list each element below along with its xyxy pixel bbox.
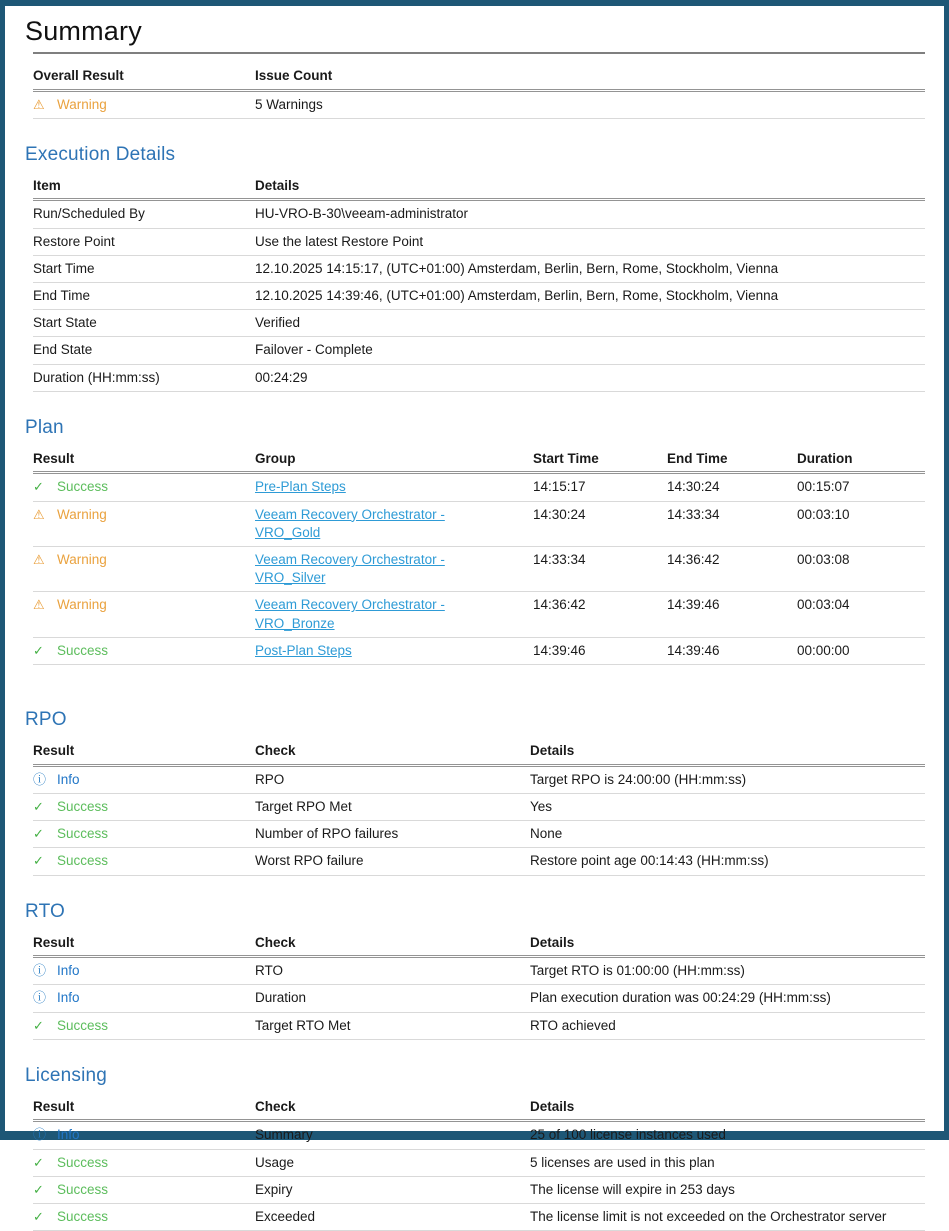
info-icon: ⓘ bbox=[33, 1127, 47, 1143]
check-cell: RTO bbox=[255, 957, 530, 985]
check-cell: Expiry bbox=[255, 1176, 530, 1203]
summary-table bbox=[33, 63, 925, 119]
col-header-details: Details bbox=[530, 738, 925, 765]
execution-details-table bbox=[33, 173, 925, 392]
result-label: Info bbox=[57, 1127, 80, 1143]
details-cell: The license limit is not exceeded on the Orchestrator server bbox=[530, 1203, 925, 1230]
status-badge bbox=[33, 597, 107, 612]
table-row bbox=[33, 637, 925, 664]
check-cell: Duration bbox=[255, 985, 530, 1012]
check-cell: Usage bbox=[255, 1149, 530, 1176]
start-time-cell: 14:30:24 bbox=[533, 501, 667, 546]
col-header-duration: Duration bbox=[797, 446, 925, 473]
table-row bbox=[33, 957, 925, 985]
result-label: Info bbox=[57, 990, 80, 1006]
result-label: Warning bbox=[57, 597, 107, 613]
status-badge bbox=[33, 990, 80, 1005]
plan-group-link[interactable]: Pre-Plan Steps bbox=[255, 479, 346, 495]
result-label: Warning bbox=[57, 552, 107, 568]
status-badge bbox=[33, 1182, 108, 1197]
status-badge bbox=[33, 97, 107, 112]
status-badge bbox=[33, 552, 107, 567]
duration-cell: 00:03:10 bbox=[797, 501, 925, 546]
success-icon: ✓ bbox=[33, 642, 44, 658]
result-label: Warning bbox=[57, 506, 107, 522]
rto-table bbox=[33, 930, 925, 1040]
rpo-header-row bbox=[33, 738, 925, 765]
end-time-cell: 14:30:24 bbox=[667, 473, 797, 501]
col-header-result: Result bbox=[33, 446, 255, 473]
info-icon: ⓘ bbox=[33, 990, 47, 1006]
table-row bbox=[33, 310, 925, 337]
status-badge bbox=[33, 963, 80, 978]
table-row bbox=[33, 282, 925, 309]
col-header-check: Check bbox=[255, 738, 530, 765]
rpo-table bbox=[33, 738, 925, 875]
table-row bbox=[33, 1121, 925, 1149]
table-row bbox=[33, 848, 925, 875]
col-header-result: Result bbox=[33, 738, 255, 765]
check-cell: Target RTO Met bbox=[255, 1012, 530, 1039]
success-icon: ✓ bbox=[33, 1208, 44, 1224]
col-header-details: Details bbox=[255, 173, 925, 200]
col-header-end-time: End Time bbox=[667, 446, 797, 473]
plan-table bbox=[33, 446, 925, 665]
details-cell: HU-VRO-B-30\veeam-administrator bbox=[255, 200, 925, 228]
section-heading-rto: RTO bbox=[25, 900, 66, 922]
status-badge bbox=[33, 1127, 80, 1142]
section-heading-plan: Plan bbox=[25, 416, 64, 438]
info-icon: ⓘ bbox=[33, 771, 47, 787]
item-cell: End Time bbox=[33, 282, 255, 309]
status-badge bbox=[33, 1209, 108, 1224]
table-row bbox=[33, 547, 925, 592]
item-cell: End State bbox=[33, 337, 255, 364]
result-label: Info bbox=[57, 771, 80, 787]
plan-group-link[interactable]: Veeam Recovery Orchestrator - VRO_Gold bbox=[255, 506, 445, 540]
details-cell: Yes bbox=[530, 793, 925, 820]
execution-details-header-row bbox=[33, 173, 925, 200]
duration-cell: 00:03:04 bbox=[797, 592, 925, 637]
end-time-cell: 14:33:34 bbox=[667, 501, 797, 546]
table-row bbox=[33, 1149, 925, 1176]
result-label: Info bbox=[57, 963, 80, 979]
check-cell: Target RPO Met bbox=[255, 793, 530, 820]
check-cell: Exceeded bbox=[255, 1203, 530, 1230]
summary-header-row bbox=[33, 63, 925, 90]
title-divider bbox=[33, 52, 925, 54]
details-cell: 25 of 100 license instances used bbox=[530, 1121, 925, 1149]
report-page bbox=[5, 6, 944, 1231]
duration-cell: 00:15:07 bbox=[797, 473, 925, 501]
table-row bbox=[33, 592, 925, 637]
col-header-details: Details bbox=[530, 930, 925, 957]
col-header-start-time: Start Time bbox=[533, 446, 667, 473]
status-badge bbox=[33, 643, 108, 658]
warning-icon: ⚠ bbox=[33, 552, 45, 568]
warning-icon: ⚠ bbox=[33, 96, 45, 112]
details-cell: 12.10.2025 14:15:17, (UTC+01:00) Amsterdam, Berlin, Bern, Rome, Stockholm, Vienna bbox=[255, 255, 925, 282]
table-row bbox=[33, 337, 925, 364]
result-label: Success bbox=[57, 798, 109, 814]
success-icon: ✓ bbox=[33, 1154, 44, 1170]
success-icon: ✓ bbox=[33, 853, 44, 869]
table-row bbox=[33, 821, 925, 848]
licensing-header-row bbox=[33, 1094, 925, 1121]
table-row bbox=[33, 985, 925, 1012]
item-cell: Restore Point bbox=[33, 228, 255, 255]
table-row bbox=[33, 90, 925, 118]
status-badge bbox=[33, 1155, 108, 1170]
success-icon: ✓ bbox=[33, 1017, 44, 1033]
plan-group-link[interactable]: Veeam Recovery Orchestrator - VRO_Bronze bbox=[255, 597, 445, 631]
check-cell: RPO bbox=[255, 765, 530, 793]
item-cell: Start State bbox=[33, 310, 255, 337]
issue-count-value: 5 Warnings bbox=[255, 90, 925, 118]
page-title: Summary bbox=[25, 16, 142, 46]
details-cell: RTO achieved bbox=[530, 1012, 925, 1039]
result-label: Success bbox=[57, 826, 109, 842]
success-icon: ✓ bbox=[33, 479, 44, 495]
result-label: Success bbox=[57, 479, 109, 495]
item-cell: Start Time bbox=[33, 255, 255, 282]
details-cell: 12.10.2025 14:39:46, (UTC+01:00) Amsterdam, Berlin, Bern, Rome, Stockholm, Vienna bbox=[255, 282, 925, 309]
col-header-check: Check bbox=[255, 930, 530, 957]
end-time-cell: 14:36:42 bbox=[667, 547, 797, 592]
table-row bbox=[33, 473, 925, 501]
section-heading-licensing: Licensing bbox=[25, 1064, 108, 1086]
plan-group-link[interactable]: Veeam Recovery Orchestrator - VRO_Silver bbox=[255, 552, 445, 586]
col-header-details: Details bbox=[530, 1094, 925, 1121]
check-cell: Worst RPO failure bbox=[255, 848, 530, 875]
licensing-table bbox=[33, 1094, 925, 1231]
item-cell: Run/Scheduled By bbox=[33, 200, 255, 228]
plan-header-row bbox=[33, 446, 925, 473]
status-badge bbox=[33, 507, 107, 522]
info-icon: ⓘ bbox=[33, 963, 47, 979]
col-header-result: Result bbox=[33, 930, 255, 957]
col-header-group: Group bbox=[255, 446, 533, 473]
table-row bbox=[33, 793, 925, 820]
col-header-check: Check bbox=[255, 1094, 530, 1121]
duration-cell: 00:03:08 bbox=[797, 547, 925, 592]
check-cell: Summary bbox=[255, 1121, 530, 1149]
start-time-cell: 14:39:46 bbox=[533, 637, 667, 664]
col-header-item: Item bbox=[33, 173, 255, 200]
result-label: Success bbox=[57, 1017, 109, 1033]
status-badge bbox=[33, 1018, 108, 1033]
start-time-cell: 14:15:17 bbox=[533, 473, 667, 501]
table-row bbox=[33, 1012, 925, 1039]
section-heading-execution-details: Execution Details bbox=[25, 143, 176, 165]
check-cell: Number of RPO failures bbox=[255, 821, 530, 848]
details-cell: Plan execution duration was 00:24:29 (HH:mm:ss) bbox=[530, 985, 925, 1012]
section-heading-rpo: RPO bbox=[25, 709, 67, 731]
result-label: Success bbox=[57, 1154, 109, 1170]
details-cell: 00:24:29 bbox=[255, 364, 925, 391]
duration-cell: 00:00:00 bbox=[797, 637, 925, 664]
end-time-cell: 14:39:46 bbox=[667, 592, 797, 637]
result-label: Success bbox=[57, 642, 109, 658]
details-cell: The license will expire in 253 days bbox=[530, 1176, 925, 1203]
result-label: Success bbox=[57, 1208, 109, 1224]
end-time-cell: 14:39:46 bbox=[667, 637, 797, 664]
success-icon: ✓ bbox=[33, 826, 44, 842]
plan-group-link[interactable]: Post-Plan Steps bbox=[255, 642, 352, 658]
table-row bbox=[33, 1176, 925, 1203]
col-header-result: Result bbox=[33, 1094, 255, 1121]
table-row bbox=[33, 1203, 925, 1230]
table-row bbox=[33, 501, 925, 546]
details-cell: 5 licenses are used in this plan bbox=[530, 1149, 925, 1176]
details-cell: Target RPO is 24:00:00 (HH:mm:ss) bbox=[530, 765, 925, 793]
details-cell: Verified bbox=[255, 310, 925, 337]
warning-icon: ⚠ bbox=[33, 506, 45, 522]
table-row bbox=[33, 765, 925, 793]
table-row bbox=[33, 364, 925, 391]
details-cell: Use the latest Restore Point bbox=[255, 228, 925, 255]
col-header-overall-result: Overall Result bbox=[33, 63, 255, 90]
success-icon: ✓ bbox=[33, 798, 44, 814]
status-badge bbox=[33, 826, 108, 841]
result-label: Success bbox=[57, 853, 109, 869]
status-badge bbox=[33, 772, 80, 787]
result-label: Warning bbox=[57, 96, 107, 112]
rto-header-row bbox=[33, 930, 925, 957]
result-label: Success bbox=[57, 1181, 109, 1197]
status-badge bbox=[33, 853, 108, 868]
status-badge bbox=[33, 799, 108, 814]
details-cell: Target RTO is 01:00:00 (HH:mm:ss) bbox=[530, 957, 925, 985]
status-badge bbox=[33, 479, 108, 494]
table-row bbox=[33, 200, 925, 228]
table-row bbox=[33, 228, 925, 255]
warning-icon: ⚠ bbox=[33, 597, 45, 613]
start-time-cell: 14:36:42 bbox=[533, 592, 667, 637]
table-row bbox=[33, 255, 925, 282]
details-cell: Failover - Complete bbox=[255, 337, 925, 364]
details-cell: None bbox=[530, 821, 925, 848]
start-time-cell: 14:33:34 bbox=[533, 547, 667, 592]
col-header-issue-count: Issue Count bbox=[255, 63, 925, 90]
details-cell: Restore point age 00:14:43 (HH:mm:ss) bbox=[530, 848, 925, 875]
item-cell: Duration (HH:mm:ss) bbox=[33, 364, 255, 391]
success-icon: ✓ bbox=[33, 1181, 44, 1197]
